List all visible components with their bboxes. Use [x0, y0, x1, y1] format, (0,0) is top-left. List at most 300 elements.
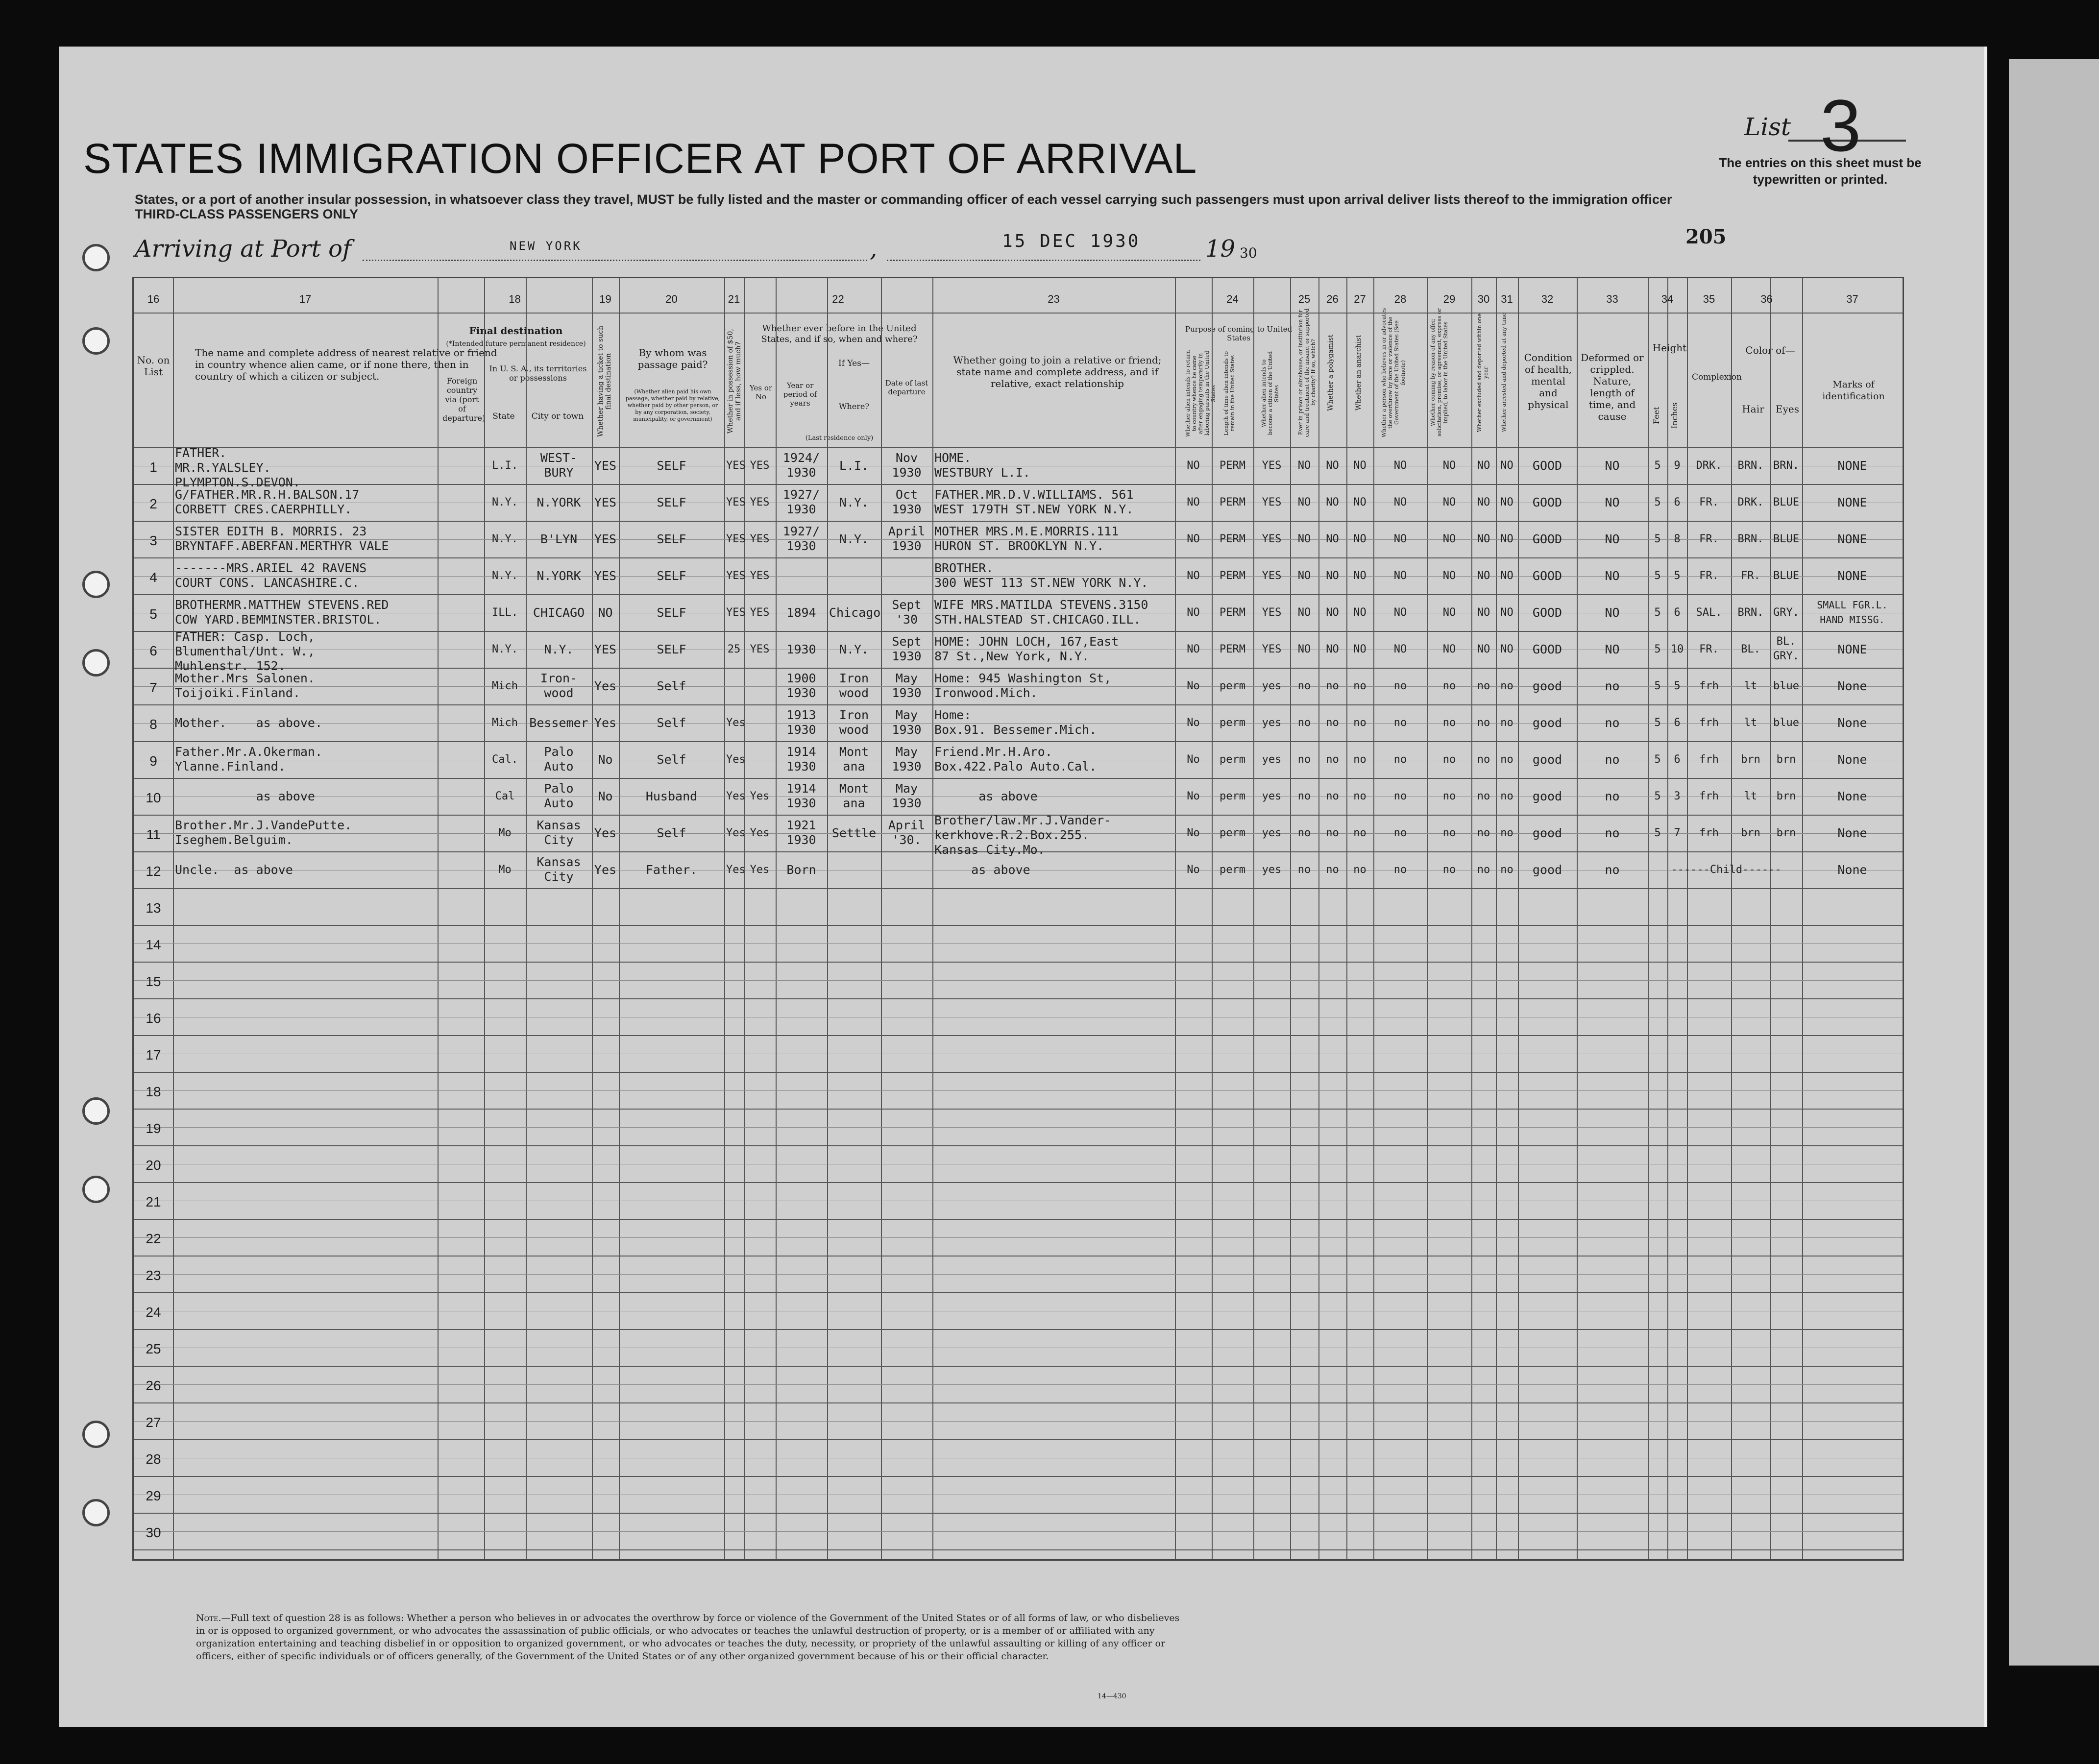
row-number: 18	[146, 1084, 161, 1099]
cell-p2: PERM	[1220, 570, 1245, 582]
col30-header: Whether excluded and deported within one year	[1476, 313, 1489, 432]
cell-marks: NONE	[1837, 642, 1867, 656]
cell-marks: None	[1837, 752, 1867, 767]
cell-join: MOTHER MRS.M.E.MORRIS.111 HURON ST. BROOKLYN N.Y.	[934, 524, 1119, 553]
cell-c26: no	[1326, 680, 1339, 692]
row-number: 23	[146, 1268, 161, 1283]
cell-c30: NO	[1477, 459, 1490, 472]
arriving-label: Arriving at Port of	[135, 235, 351, 263]
cell-date: April '30.	[888, 818, 926, 847]
cell-complexion: frh	[1699, 753, 1719, 766]
cell-complexion: frh	[1699, 680, 1719, 692]
cell-deformed: NO	[1605, 569, 1620, 583]
col17-header: The name and complete address of nearest relative or friend in country whence alien came, or if none there, then in country of which a citizen or subject.	[195, 347, 497, 382]
col35-header: Complexion	[1692, 372, 1742, 382]
row-rule	[134, 521, 1903, 522]
row-rule	[134, 778, 1903, 779]
column-number: 17	[299, 293, 312, 305]
cell-c28: NO	[1393, 459, 1407, 472]
row-rule	[134, 1549, 1903, 1550]
col33-header: Deformed or crippled. Nature, length of time, and cause	[1581, 352, 1644, 422]
cell-state: N.Y.	[492, 496, 518, 508]
cell-deformed: no	[1605, 789, 1620, 803]
cell-eyes: BL. GRY.	[1773, 635, 1799, 662]
cell-p1: No	[1187, 827, 1200, 839]
cell-p2: perm	[1220, 790, 1245, 802]
row-rule	[134, 1531, 1903, 1532]
cell-c25: no	[1297, 864, 1311, 876]
cell-c30: NO	[1477, 570, 1490, 582]
cell-c25: no	[1297, 827, 1311, 839]
cell-deformed: NO	[1605, 605, 1620, 620]
cell-hair: lt	[1744, 717, 1757, 729]
cell-c27: NO	[1353, 533, 1367, 545]
cell-p3: YES	[1262, 643, 1282, 655]
col20-sub: (Whether alien paid his own passage, whether paid by relative, whether paid by other person, or by any corporation, society, municipality, or government)	[625, 388, 720, 422]
cell-inches: 7	[1674, 827, 1681, 839]
cell-c26: NO	[1326, 459, 1339, 472]
column-rule	[173, 278, 174, 1559]
cell-eyes: BLUE	[1773, 496, 1799, 508]
row-rule	[134, 1439, 1903, 1440]
cell-hair: FR.	[1741, 570, 1760, 582]
cell-eyes: blue	[1773, 680, 1799, 692]
column-rule	[1667, 278, 1668, 1559]
cell-c31: NO	[1500, 643, 1513, 655]
cell-date: Sept 1930	[892, 634, 922, 663]
cell-c26: NO	[1326, 643, 1339, 655]
column-number: 33	[1606, 293, 1618, 305]
cell-c25: no	[1297, 790, 1311, 802]
cell-paid: Father.	[645, 863, 698, 877]
cell-ticket: Yes	[594, 679, 617, 693]
cell-c30: NO	[1477, 643, 1490, 655]
class-line: THIRD-CLASS PASSENGERS ONLY	[135, 207, 359, 221]
cell-p3: yes	[1262, 717, 1282, 729]
cell-paid: SELF	[657, 532, 686, 546]
row-rule	[134, 943, 1903, 944]
cell-years: 1900 1930	[786, 671, 816, 700]
row-number: 20	[146, 1158, 161, 1173]
cell-where: N.Y.	[839, 642, 869, 656]
cell-c29: NO	[1442, 643, 1456, 655]
row-rule	[134, 1366, 1903, 1367]
cell-city: Palo Auto	[544, 745, 574, 773]
cell-eyes: brn	[1776, 753, 1796, 766]
cell-deformed: no	[1605, 863, 1620, 877]
cell-ticket: YES	[594, 642, 617, 656]
cell-c31: no	[1500, 790, 1513, 802]
cell-p2: perm	[1220, 717, 1245, 729]
row-rule	[134, 1476, 1903, 1477]
cell-deformed: NO	[1605, 642, 1620, 656]
cell-p3: YES	[1262, 459, 1282, 472]
cell-ticket: YES	[594, 459, 617, 473]
cell-p1: NO	[1187, 606, 1200, 619]
cell-p3: YES	[1262, 533, 1282, 545]
row-rule	[134, 925, 1903, 926]
cell-city: CHICAGO	[533, 605, 585, 620]
cell-state: N.Y.	[492, 533, 518, 545]
cell-complexion: frh	[1699, 717, 1719, 729]
cell-p2: PERM	[1220, 606, 1245, 619]
col23-header: Whether going to join a relative or friend; state name and complete address, and if relative, exact relationship	[953, 354, 1162, 389]
cell-c27: no	[1353, 827, 1367, 839]
cell-city: Kansas City	[537, 818, 581, 847]
year-suffix: 30	[1240, 245, 1257, 261]
cell-health: good	[1532, 863, 1562, 877]
manifest-table	[132, 277, 1904, 1561]
cell-c28: NO	[1393, 496, 1407, 508]
cell-relative: Mother. as above.	[175, 716, 323, 730]
cell-marks: NONE	[1837, 495, 1867, 509]
cell-health: GOOD	[1532, 569, 1562, 583]
col36-eyes: Eyes	[1776, 403, 1799, 415]
cell-state: Mo	[498, 864, 512, 876]
cell-c29: no	[1442, 753, 1456, 766]
cell-c28: no	[1393, 790, 1407, 802]
column-number: 19	[599, 293, 611, 305]
cell-inches: 6	[1674, 753, 1681, 766]
cell-hair: lt	[1744, 790, 1757, 802]
cell-join: BROTHER. 300 WEST 113 ST.NEW YORK N.Y.	[934, 561, 1148, 590]
cell-years: Born	[786, 863, 816, 877]
cell-paid: SELF	[657, 495, 686, 509]
cell-c25: NO	[1297, 533, 1311, 545]
col34-header: Height	[1652, 342, 1687, 354]
row-rule	[134, 1035, 1903, 1036]
cell-state: Mo	[498, 827, 512, 839]
cell-relative: -------MRS.ARIEL 42 RAVENS COURT CONS. LANCASHIRE.C.	[175, 561, 367, 590]
cell-c30: no	[1477, 790, 1490, 802]
cell-c26: NO	[1326, 606, 1339, 619]
cell-c29: NO	[1442, 533, 1456, 545]
port-dotted-line	[363, 260, 867, 261]
cell-ticket: NO	[598, 605, 613, 620]
row-number: 26	[146, 1378, 161, 1393]
cell-before: Yes	[750, 790, 770, 802]
cell-p1: No	[1187, 717, 1200, 729]
cell-health: GOOD	[1532, 605, 1562, 620]
column-rule	[1648, 278, 1649, 1559]
row-rule	[134, 980, 1903, 981]
cell-p3: YES	[1262, 496, 1282, 508]
cell-relative: G/FATHER.MR.R.H.BALSON.17 CORBETT CRES.CAERPHILLY.	[175, 487, 360, 516]
cell-relative: FATHER: Casp. Loch, Blumenthal/Unt. W., Muhlenstr. 152.	[175, 629, 315, 673]
date-dotted-line	[887, 260, 1200, 261]
cell-fifty: Yes	[726, 753, 746, 766]
cell-c25: no	[1297, 753, 1311, 766]
cell-c26: no	[1326, 790, 1339, 802]
row-number: 21	[146, 1194, 161, 1209]
col22-yesno: Yes or No	[749, 384, 773, 401]
cell-c25: NO	[1297, 643, 1311, 655]
cell-paid: SELF	[657, 605, 686, 620]
cell-fifty: YES	[726, 570, 746, 582]
cell-c26: NO	[1326, 570, 1339, 582]
row-number: 3	[149, 533, 157, 548]
cell-before: Yes	[750, 864, 770, 876]
cell-inches: 6	[1674, 606, 1681, 619]
cell-c25: NO	[1297, 570, 1311, 582]
cell-p2: PERM	[1220, 533, 1245, 545]
column-rule	[1346, 278, 1347, 1559]
cell-c31: no	[1500, 827, 1513, 839]
cell-p3: yes	[1262, 864, 1282, 876]
col25-header: Ever in prison or almshouse, or institution for care and treatment of the insane, or supported by charity? If so, which?	[1297, 308, 1317, 437]
cell-join: as above	[934, 789, 1038, 803]
cell-c27: NO	[1353, 643, 1367, 655]
column-rule	[1471, 278, 1472, 1559]
cell-date: Sept '30	[892, 598, 922, 627]
cell-city: Bessemer	[529, 716, 588, 730]
cell-inches: 10	[1670, 643, 1684, 655]
column-rule	[1318, 278, 1319, 1559]
cell-feet: 5	[1654, 717, 1661, 729]
cell-relative: Father.Mr.A.Okerman. Ylanne.Finland.	[175, 745, 323, 773]
cell-marks: None	[1837, 826, 1867, 840]
cell-relative: Brother.Mr.J.VandePutte. Iseghem.Belguim.	[175, 818, 352, 847]
row-rule	[134, 1329, 1903, 1330]
cell-paid: Self	[657, 826, 686, 840]
column-rule	[1770, 278, 1771, 1559]
cell-complexion: FR.	[1699, 570, 1719, 582]
row-rule	[134, 1274, 1903, 1275]
cell-city: N.YORK	[537, 495, 581, 509]
cell-years: 1913 1930	[786, 708, 816, 737]
cell-marks: None	[1837, 789, 1867, 803]
adjacent-page-edge	[2009, 59, 2099, 1666]
cell-state: N.Y.	[492, 570, 518, 582]
cell-p1: No	[1187, 864, 1200, 876]
cell-fifty: YES	[726, 606, 746, 619]
col29-header: Whether coming by reason of any offer, solicitation, promise, or agreement, express or implied, to labor in the United States	[1430, 308, 1449, 437]
cell-c30: no	[1477, 827, 1490, 839]
cell-before: Yes	[750, 827, 770, 839]
col22-date: Date of last departure	[885, 379, 928, 396]
cell-c27: no	[1353, 864, 1367, 876]
column-number: 29	[1443, 293, 1456, 305]
cell-ticket: No	[598, 789, 613, 803]
cell-paid: SELF	[657, 459, 686, 473]
cell-hair: BL.	[1741, 643, 1760, 655]
cell-marks: None	[1837, 679, 1867, 693]
cell-inches: 3	[1674, 790, 1681, 802]
column-rule	[1427, 278, 1428, 1559]
cell-deformed: no	[1605, 679, 1620, 693]
cell-join: as above	[934, 863, 1030, 877]
cell-paid: SELF	[657, 642, 686, 656]
cell-state: Cal.	[492, 753, 518, 766]
row-number: 9	[149, 753, 157, 769]
cell-deformed: no	[1605, 826, 1620, 840]
cell-p3: yes	[1262, 827, 1282, 839]
binder-hole	[82, 571, 110, 598]
cell-fifty: Yes	[726, 717, 746, 729]
cell-hair: BRN.	[1737, 459, 1764, 472]
row-rule	[134, 1145, 1903, 1146]
cell-feet: 5	[1654, 753, 1661, 766]
cell-years: 1914 1930	[786, 745, 816, 773]
col22-note: (Last residence only)	[805, 435, 874, 442]
cell-years: 1927/ 1930	[782, 487, 820, 516]
col24-b: Length of time alien intends to remain in the United States	[1223, 351, 1236, 436]
cell-c26: NO	[1326, 533, 1339, 545]
cell-feet: 5	[1654, 570, 1661, 582]
cell-ticket: YES	[594, 532, 617, 546]
col22-where: Where?	[839, 402, 869, 411]
cell-date: May 1930	[892, 708, 922, 737]
cell-deformed: no	[1605, 752, 1620, 767]
col18-sub: (*Intended future permanent residence)	[446, 340, 586, 348]
col18-title: Final destination	[469, 325, 563, 337]
cell-where: Mont ana	[839, 745, 869, 773]
footnote-text: —Full text of question 28 is as follows: Whether a person who believes in or advocates the overthrow by force or violence of the Government of the United States or of all forms of law, or who disbelieves in or is opposed to organized government, or who advocates the assassination of public officials, or who advocates or teaches the unlawful destruction of property, or is a member of or affiliated with any organization entertaining and teaching disbelief in or opposition to organized government, or who advocates or teaches the duty, necessity, or propriety of the unlawful assaulting or killing of any officer or officers, either of specific individuals or of officers generally, of the Government of the United States or of any other organized government because of his or their official character.	[196, 1613, 1180, 1662]
col18-foreign: Foreign country via (port of departure)	[442, 376, 486, 423]
cell-join: Home: Box.91. Bessemer.Mich.	[934, 708, 1097, 737]
cell-complexion: DRK.	[1696, 459, 1722, 472]
cell-feet: 5	[1654, 790, 1661, 802]
row-rule	[134, 557, 1903, 558]
cell-p1: NO	[1187, 570, 1200, 582]
cell-where: L.I.	[839, 459, 869, 473]
col18-state: State	[492, 411, 515, 421]
cell-c27: no	[1353, 753, 1367, 766]
cell-hair: brn	[1741, 827, 1760, 839]
cell-hair: brn	[1741, 753, 1760, 766]
cell-marks: NONE	[1837, 532, 1867, 546]
col22-years: Year or period of years	[783, 381, 817, 408]
col20-header: By whom was passage paid?	[637, 347, 708, 370]
cell-c31: no	[1500, 753, 1513, 766]
cell-p2: PERM	[1220, 459, 1245, 472]
cell-marks: SMALL FGR.L. HAND MISSG.	[1817, 599, 1888, 626]
cell-years: 1930	[786, 642, 816, 656]
cell-c29: NO	[1442, 459, 1456, 472]
cell-date: May 1930	[892, 745, 922, 773]
cell-paid: Husband	[645, 789, 698, 803]
cell-deformed: NO	[1605, 495, 1620, 509]
cell-before: YES	[750, 496, 770, 508]
cell-date: May 1930	[892, 781, 922, 810]
stamp-number: 205	[1685, 225, 1727, 248]
row-rule	[134, 1256, 1903, 1257]
cell-where: Settle	[831, 826, 877, 840]
column-rule	[619, 278, 620, 1559]
col32-header: Condition of health, mental and physical	[1524, 352, 1573, 411]
cell-date: Oct 1930	[892, 487, 922, 516]
column-number: 16	[147, 293, 160, 305]
cell-c31: no	[1500, 864, 1513, 876]
cell-feet: 5	[1654, 496, 1661, 508]
row-number: 29	[146, 1488, 161, 1503]
row-number: 19	[146, 1121, 161, 1136]
column-rule	[1802, 278, 1803, 1559]
cell-p2: PERM	[1220, 496, 1245, 508]
cell-c31: NO	[1500, 496, 1513, 508]
cell-c30: no	[1477, 680, 1490, 692]
cell-c28: no	[1393, 827, 1407, 839]
cell-c30: NO	[1477, 496, 1490, 508]
cell-p2: perm	[1220, 864, 1245, 876]
cell-join: FATHER.MR.D.V.WILLIAMS. 561 WEST 179TH ST.NEW YORK N.Y.	[934, 487, 1134, 516]
column-number: 31	[1501, 293, 1513, 305]
cell-hair: BRN.	[1737, 606, 1764, 619]
cell-c26: no	[1326, 827, 1339, 839]
cell-p1: No	[1187, 680, 1200, 692]
cell-c25: NO	[1297, 459, 1311, 472]
col24-c: Whether alien intends to become a citizen of the United States	[1261, 351, 1280, 435]
cell-complexion: SAL.	[1696, 606, 1722, 619]
cell-health: GOOD	[1532, 642, 1562, 656]
col34-inches: Inches	[1670, 402, 1679, 429]
cell-c31: NO	[1500, 533, 1513, 545]
col21-header: Whether in possession of $50, and if less, how much?	[727, 329, 742, 434]
row-rule	[134, 1219, 1903, 1220]
col27-header: Whether an anarchist	[1355, 335, 1363, 411]
cell-feet: 5	[1654, 533, 1661, 545]
row-number: 12	[146, 864, 161, 879]
row-rule	[134, 1421, 1903, 1422]
cell-city: Palo Auto	[544, 781, 574, 810]
footnote	[196, 1612, 1186, 1663]
cell-hair: lt	[1744, 680, 1757, 692]
column-rule	[438, 278, 439, 1559]
cell-paid: SELF	[657, 569, 686, 583]
row-number: 14	[146, 937, 161, 952]
cell-relative: BROTHERMR.MATTHEW STEVENS.RED COW YARD.BEMMINSTER.BRISTOL.	[175, 598, 389, 627]
cell-feet: 5	[1654, 827, 1661, 839]
cell-p2: perm	[1220, 827, 1245, 839]
cell-feet: 5	[1654, 680, 1661, 692]
cell-p3: yes	[1262, 790, 1282, 802]
cell-relative: as above	[175, 789, 315, 803]
cell-marks: NONE	[1837, 569, 1867, 583]
cell-c27: no	[1353, 717, 1367, 729]
cell-years: 1921 1930	[786, 818, 816, 847]
cell-feet: 5	[1654, 459, 1661, 472]
cell-inches: 5	[1674, 680, 1681, 692]
cell-c26: no	[1326, 717, 1339, 729]
column-number: 27	[1354, 293, 1366, 305]
column-rule	[1175, 278, 1176, 1559]
cell-deformed: no	[1605, 716, 1620, 730]
cell-c28: no	[1393, 680, 1407, 692]
binder-hole	[82, 649, 110, 677]
binder-hole	[82, 1097, 110, 1125]
cell-before: YES	[750, 643, 770, 655]
row-number: 13	[146, 900, 161, 916]
row-number: 10	[146, 790, 161, 805]
column-rule	[1496, 278, 1497, 1559]
column-rule	[881, 278, 882, 1559]
cell-city: Kansas City	[537, 855, 581, 884]
col22-header: Whether ever before in the United States, and if so, when and where?	[761, 323, 918, 344]
cell-eyes: GRY.	[1773, 606, 1799, 619]
cell-ticket: Yes	[594, 863, 617, 877]
cell-p3: YES	[1262, 570, 1282, 582]
cell-join: HOME. WESTBURY L.I.	[934, 451, 1030, 480]
col28-header: Whether a person who believes in or advocates the overthrow by force or violence of the Government of the United States (See footnote)	[1381, 308, 1406, 437]
cell-city: WEST- BURY	[540, 451, 578, 480]
column-rule	[592, 278, 593, 1559]
column-number: 28	[1394, 293, 1407, 305]
cell-c26: no	[1326, 864, 1339, 876]
cell-where: Mont ana	[839, 781, 869, 810]
binder-hole	[82, 327, 110, 355]
row-number: 17	[146, 1047, 161, 1063]
column-number: 22	[832, 293, 844, 305]
